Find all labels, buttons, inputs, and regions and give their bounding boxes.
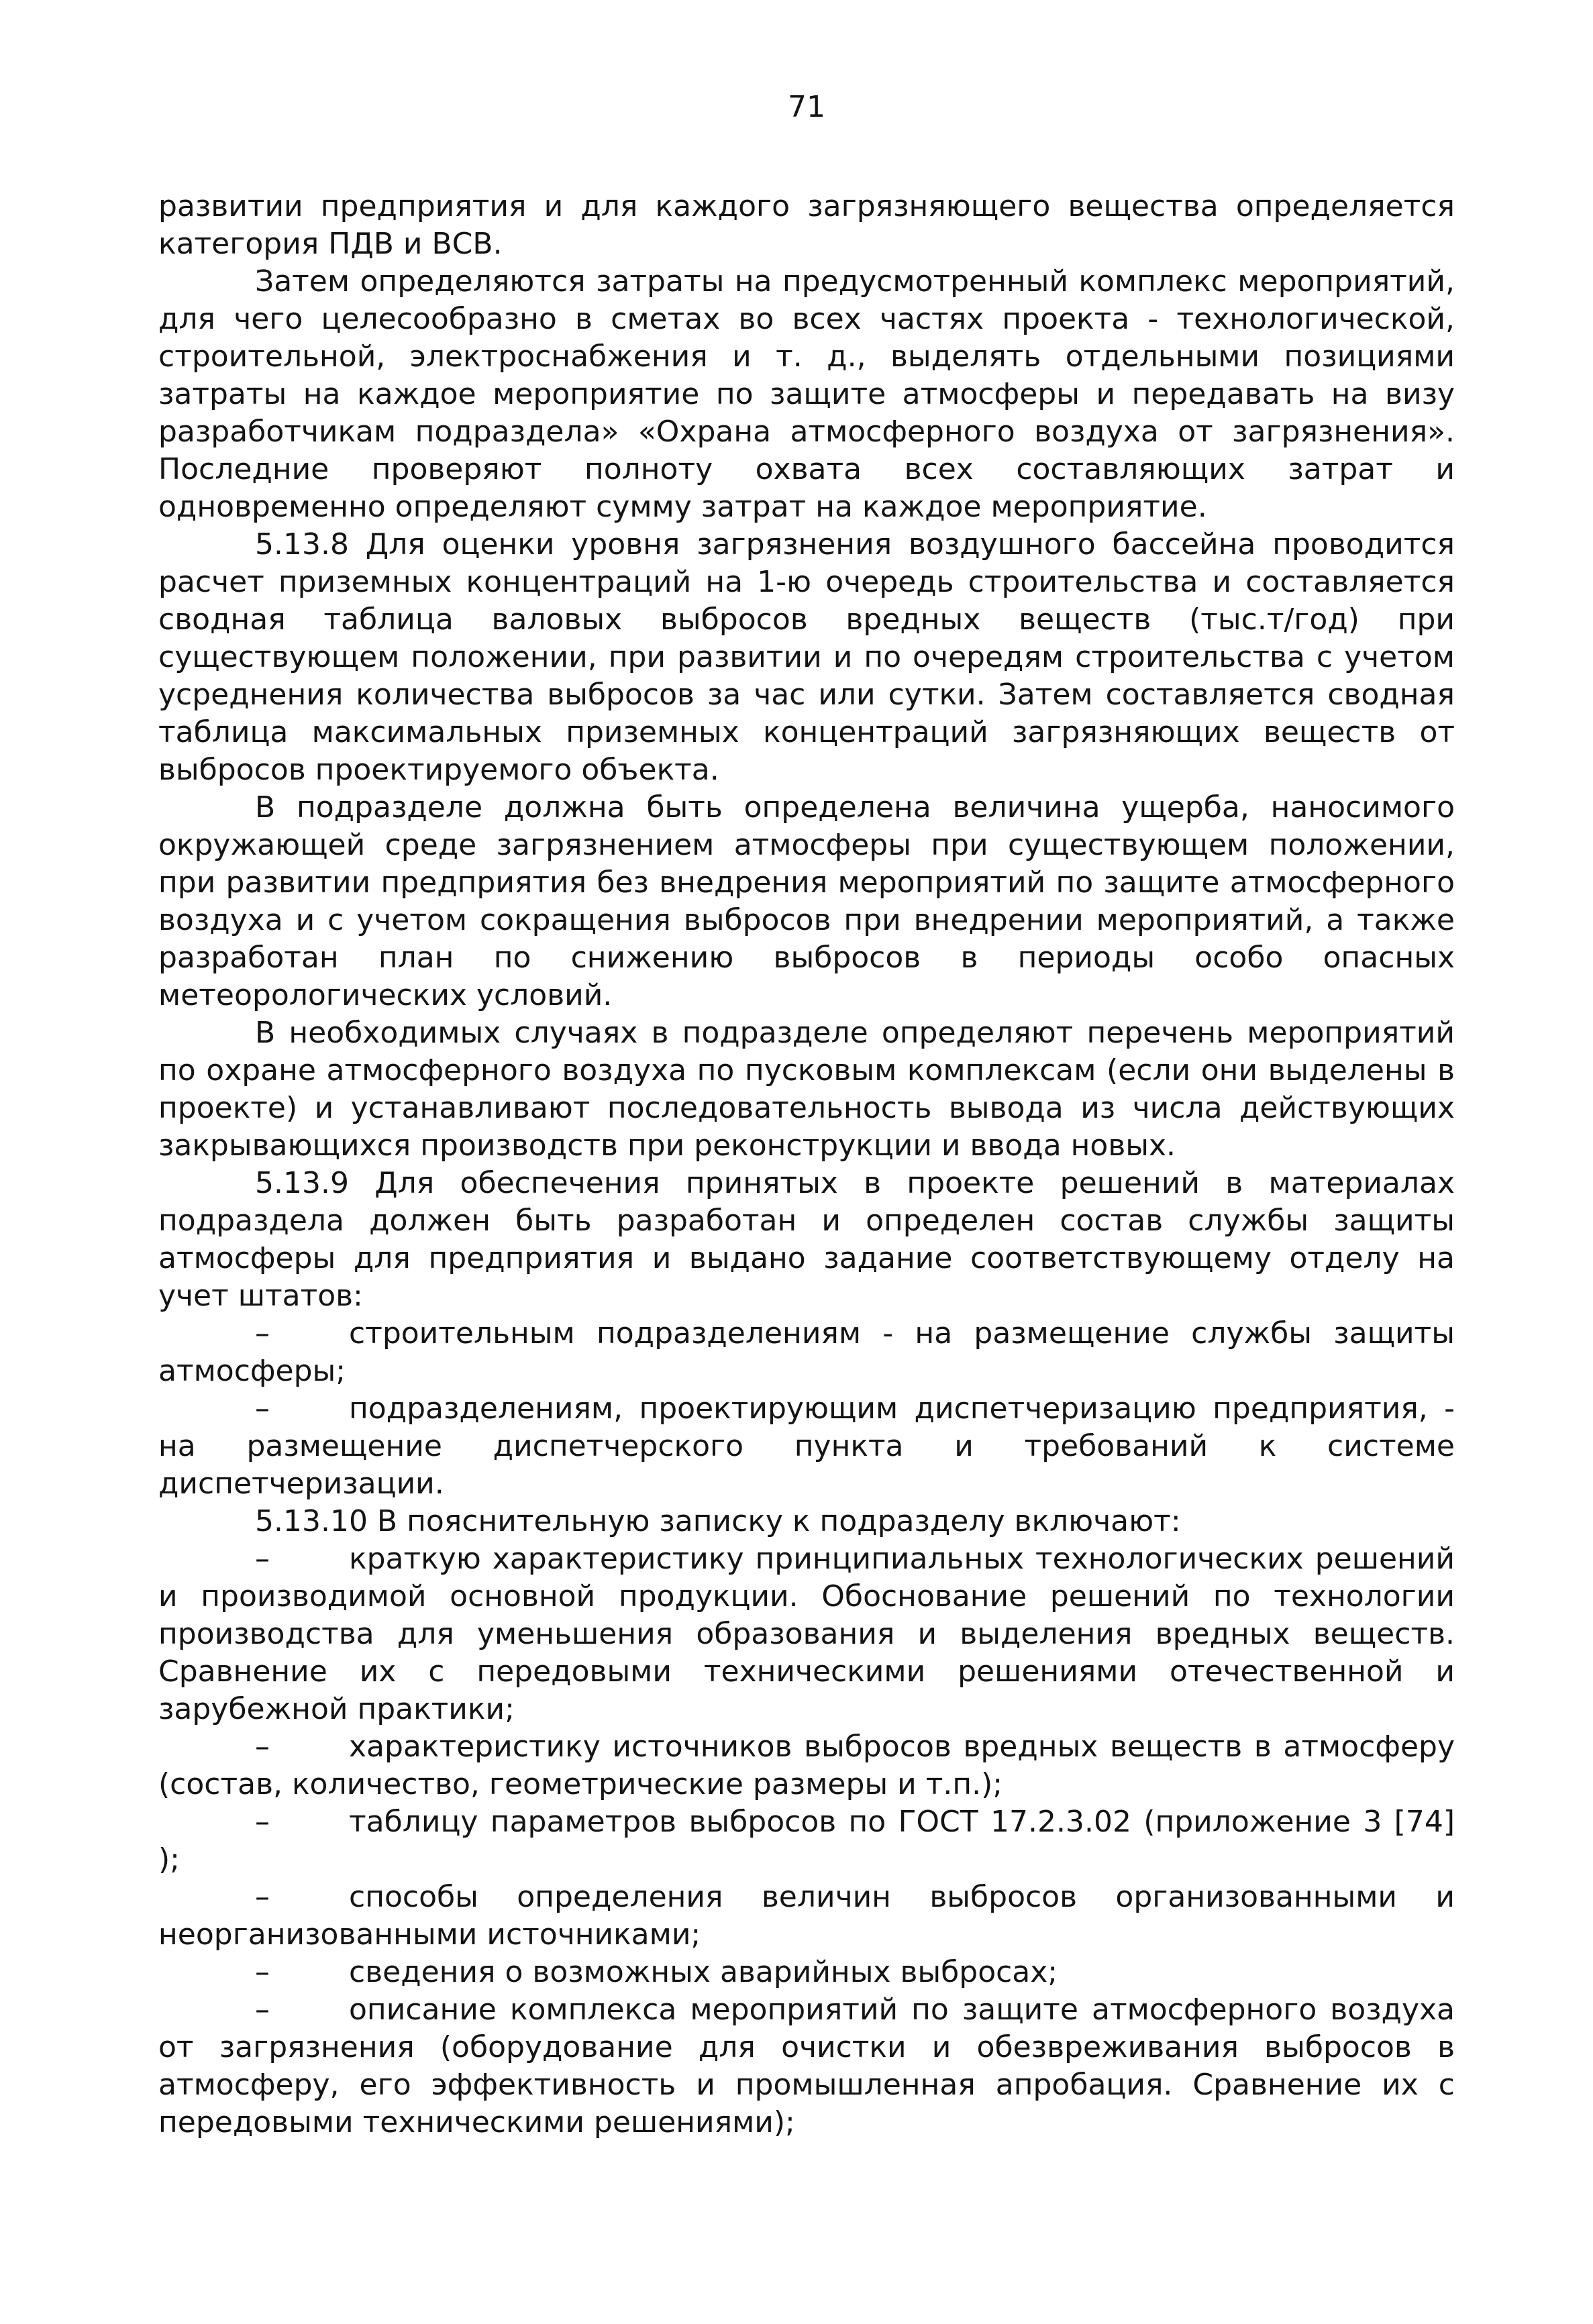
dash-marker: – [255, 1993, 270, 2027]
list-item [158, 1803, 1455, 1879]
paragraph-damage: В подразделе должна быть определена величина ущерба, наносимого окружающей среде загрязнением атмосферы при существующем положении, при развитии предприятия без внедрения мероприятий по защите атмосферного воздуха и с учетом сокращения выбросов при внедрении мероприятий, а также разработан план по снижению выбросов в периоды особо опасных метеорологических условий. [158, 790, 1455, 1012]
list-item [158, 1954, 1455, 1991]
list-item [158, 1540, 1455, 1728]
dash-marker: – [255, 1805, 270, 1839]
dash-marker: – [255, 1316, 270, 1351]
list-item [158, 1879, 1455, 1954]
list-item [158, 1315, 1455, 1390]
list-item-text: характеристику источников выбросов вредных веществ в атмосферу (состав, количество, геометрические размеры и т.п.); [158, 1730, 1455, 1801]
list-item-text: способы определения величин выбросов организованными и неорганизованными источниками; [158, 1880, 1455, 1952]
list-item-text: таблицу параметров выбросов по ГОСТ 17.2.3.02 (приложение 3 [74] ); [158, 1805, 1455, 1877]
list-item-text: краткую характеристику принципиальных технологических решений и производимой основной продукции. Обоснование решений по технологии производства для уменьшения образования и выделения вредных веществ. Сравнение их с передовыми техническими решениями отечественной и зарубежной практики; [158, 1542, 1455, 1726]
list-item-text: строительным подразделениям - на размещение службы защиты атмосферы; [158, 1316, 1455, 1388]
paragraph-costs: Затем определяются затраты на предусмотренный комплекс мероприятий, для чего целесообразно в сметах во всех частях проекта - технологической, строительной, электроснабжения и т. д., выделять отдельными позициями затраты на каждое мероприятие по защите атмосферы и передавать на визу разработчикам подраздела» «Охрана атмосферного воздуха от загрязнения». Последние проверяют полноту охвата всех составляющих затрат и одновременно определяют сумму затрат на каждое мероприятие. [158, 264, 1455, 524]
body-text [158, 188, 1455, 2142]
list-item-text: описание комплекса мероприятий по защите атмосферного воздуха от загрязнения (оборудование для очистки и обезвреживания выбросов в атмосферу, его эффективность и промышленная апробация. Сравнение их с передовыми техническими решениями); [158, 1993, 1455, 2140]
list-item [158, 1728, 1455, 1803]
paragraph-continuation: развитии предприятия и для каждого загрязняющего вещества определяется категория ПДВ и ВСВ. [158, 189, 1455, 261]
paragraph-5-13-9: 5.13.9 Для обеспечения принятых в проекте решений в материалах подраздела должен быть разработан и определен состав службы защиты атмосферы для предприятия и выдано задание соответствующему отделу на учет штатов: [158, 1166, 1455, 1313]
list-item [158, 1991, 1455, 2142]
paragraph-5-13-10: 5.13.10 В пояснительную записку к подразделу включают: [255, 1504, 1181, 1538]
list-item [158, 1390, 1455, 1503]
paragraph-5-13-8: 5.13.8 Для оценки уровня загрязнения воздушного бассейна проводится расчет приземных концентраций на 1-ю очередь строительства и составляется сводная таблица валовых выбросов вредных веществ (тыс.т/год) при существующем положении, при развитии и по очередям строительства с учетом усреднения количества выбросов за час или сутки. Затем составляется сводная таблица максимальных приземных концентраций загрязняющих веществ от выбросов проектируемого объекта. [158, 527, 1455, 787]
page-number: 71 [788, 90, 825, 124]
paragraph-start-up-complexes: В необходимых случаях в подразделе определяют перечень мероприятий по охране атмосферного воздуха по пусковым комплексам (если они выделены в проекте) и устанавливают последовательность вывода из числа действующих закрывающихся производств при реконструкции и ввода новых. [158, 1016, 1455, 1163]
dash-marker: – [255, 1730, 270, 1764]
dash-marker: – [255, 1955, 270, 1989]
dash-marker: – [255, 1880, 270, 1914]
dash-marker: – [255, 1542, 270, 1576]
dash-marker: – [255, 1391, 270, 1426]
list-item-text: сведения о возможных аварийных выбросах; [349, 1955, 1058, 1989]
list-item-text: подразделениям, проектирующим диспетчеризацию предприятия, - на размещение диспетчерского пункта и требований к системе диспетчеризации. [158, 1391, 1455, 1501]
